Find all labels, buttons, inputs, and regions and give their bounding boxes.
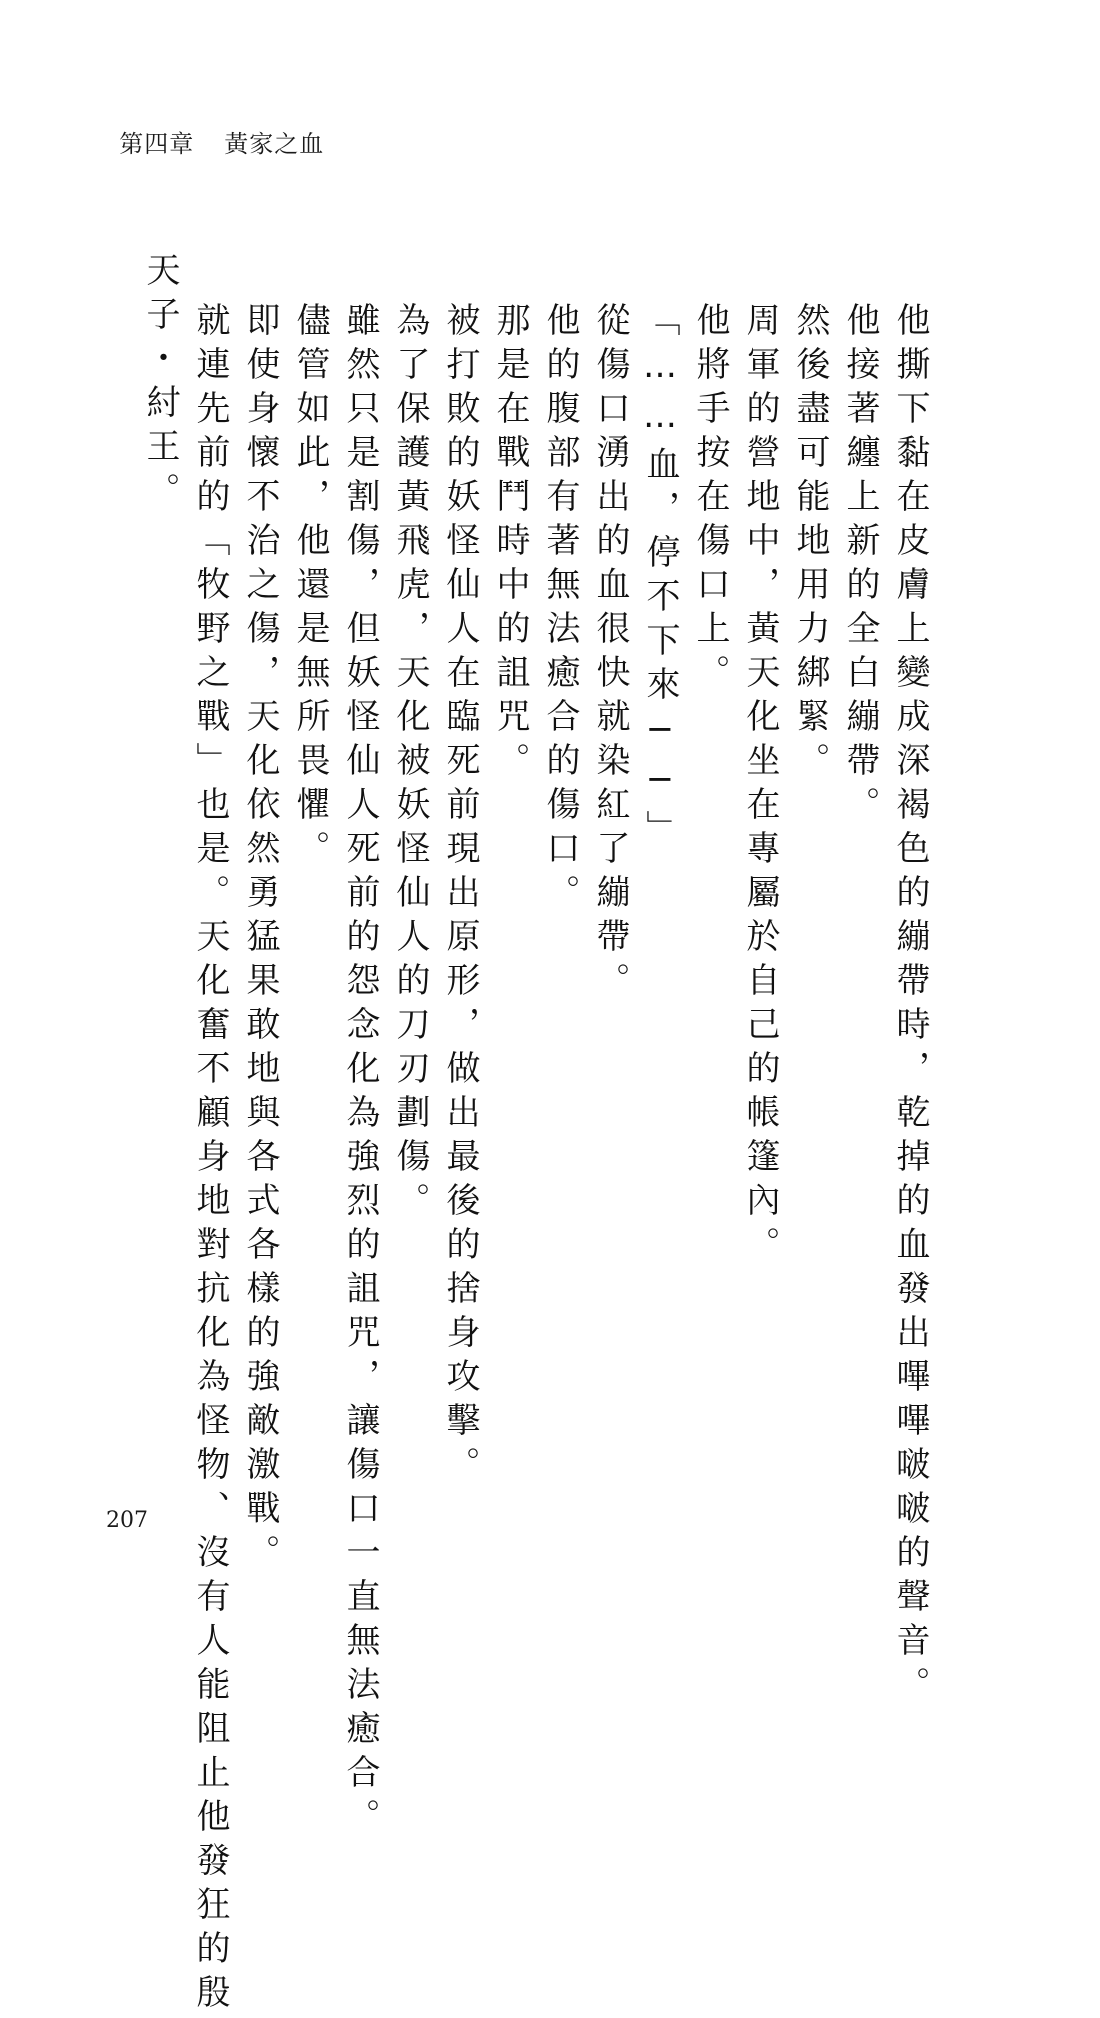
page-number: 207 [106, 1508, 148, 1533]
paragraph-line: 他撕下黏在皮膚上變成深褐色的繃帶時，乾掉的血發出嗶嗶啵啵的聲音。 [890, 302, 930, 1710]
paragraph-line: 周軍的營地中，黃天化坐在專屬於自己的帳篷內。 [740, 302, 780, 1270]
paragraph-line: 他的腹部有著無法癒合的傷口。 [540, 302, 580, 918]
paragraph-line: 那是在戰鬥時中的詛咒。 [490, 302, 530, 786]
paragraph-line: 被打敗的妖怪仙人在臨死前現出原形，做出最後的捨身攻擊。 [440, 302, 480, 1490]
paragraph-line: 他接著纏上新的全白繃帶。 [840, 302, 880, 830]
paragraph-line: 就連先前的「牧野之戰」也是。天化奮不顧身地對抗化為怪物、沒有人能阻止他發狂的殷 [190, 302, 230, 2018]
chapter-title: 黃家之血 [224, 130, 325, 158]
paragraph-line: 從傷口湧出的血很快就染紅了繃帶。 [590, 302, 630, 1006]
paragraph-line: 即使身懷不治之傷，天化依然勇猛果敢地與各式各樣的強敵激戰。 [240, 302, 280, 1578]
paragraph-line: 雖然只是割傷，但妖怪仙人死前的怨念化為強烈的詛咒，讓傷口一直無法癒合。 [340, 302, 380, 1842]
paragraph-line-continued: 天子・紂王。 [140, 252, 180, 516]
paragraph-line: 然後盡可能地用力綁緊。 [790, 302, 830, 786]
paragraph-line: 他將手按在傷口上。 [690, 302, 730, 698]
paragraph-line: 儘管如此，他還是無所畏懼。 [290, 302, 330, 874]
dialogue-line: 「……血，停不下來──」 [640, 302, 680, 854]
paragraph-line: 為了保護黃飛虎，天化被妖怪仙人的刀刃劃傷。 [390, 302, 430, 1226]
chapter-number: 第四章 [119, 130, 195, 158]
